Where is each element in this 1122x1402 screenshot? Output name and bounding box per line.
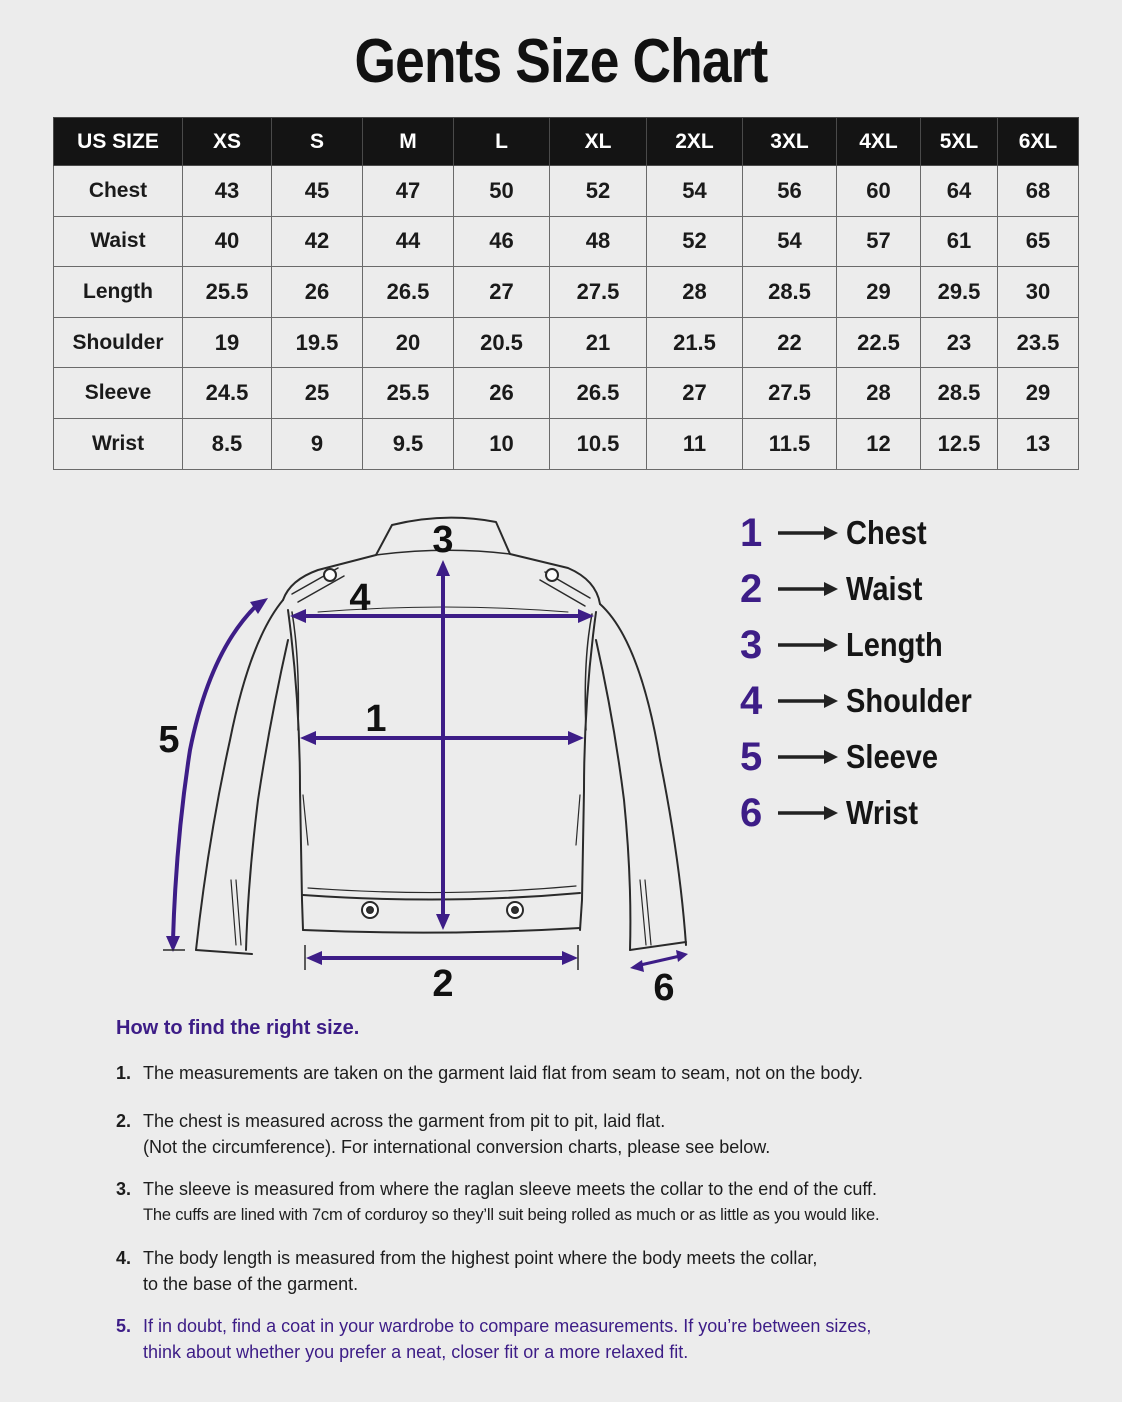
row-label: Waist — [54, 216, 183, 267]
instruction-number: 4. — [116, 1248, 132, 1268]
table-row — [54, 216, 1079, 267]
arrow-right-icon — [774, 635, 844, 655]
table-cell: 26.5 — [363, 267, 454, 318]
table-cell: 46 — [454, 216, 550, 267]
row-label: Sleeve — [54, 368, 183, 419]
header-size-5xl: 5XL — [921, 118, 998, 166]
jacket-diagram — [0, 490, 720, 1010]
table-cell: 21 — [550, 317, 647, 368]
legend-item — [740, 785, 1100, 841]
table-cell: 27.5 — [743, 368, 837, 419]
measurement-legend — [740, 505, 1100, 841]
table-cell: 29.5 — [921, 267, 998, 318]
table-cell: 13 — [998, 418, 1079, 469]
table-cell: 19 — [183, 317, 272, 368]
table-cell: 20 — [363, 317, 454, 368]
table-cell: 60 — [837, 166, 921, 217]
table-cell: 9.5 — [363, 418, 454, 469]
instruction-item — [116, 1060, 1036, 1086]
diagram-label-chest: 1 — [365, 698, 387, 740]
instruction-line: think about whether you prefer a neat, closer fit or a more relaxed fit. — [143, 1342, 689, 1362]
header-size-3xl: 3XL — [743, 118, 837, 166]
instruction-line: If in doubt, find a coat in your wardrobe to compare measurements. If you’re between sizes, — [143, 1316, 872, 1336]
table-cell: 47 — [363, 166, 454, 217]
page-title: Gents Size Chart — [354, 27, 768, 96]
table-cell: 12 — [837, 418, 921, 469]
table-cell: 23 — [921, 317, 998, 368]
table-cell: 28.5 — [921, 368, 998, 419]
table-cell: 43 — [183, 166, 272, 217]
instruction-item — [116, 1313, 1036, 1365]
table-cell: 26 — [272, 267, 363, 318]
instruction-item — [116, 1108, 1036, 1160]
row-label: Chest — [54, 166, 183, 217]
instruction-line: (Not the circumference). For international conversion charts, please see below. — [143, 1137, 771, 1157]
table-row — [54, 368, 1079, 419]
header-size-xs: XS — [183, 118, 272, 166]
table-cell: 25 — [272, 368, 363, 419]
table-cell: 40 — [183, 216, 272, 267]
instruction-number: 2. — [116, 1111, 132, 1131]
legend-label: Waist — [846, 570, 923, 607]
row-label: Shoulder — [54, 317, 183, 368]
table-cell: 29 — [998, 368, 1079, 419]
table-cell: 64 — [921, 166, 998, 217]
legend-item — [740, 673, 1100, 729]
arrow-right-icon — [774, 579, 844, 599]
legend-label: Chest — [846, 514, 927, 551]
table-cell: 28 — [647, 267, 743, 318]
instruction-item — [116, 1245, 1036, 1297]
table-cell: 8.5 — [183, 418, 272, 469]
legend-item — [740, 729, 1100, 785]
row-label: Wrist — [54, 418, 183, 469]
legend-number: 6 — [740, 790, 763, 835]
table-cell: 22.5 — [837, 317, 921, 368]
header-us-size: US SIZE — [54, 118, 183, 166]
table-row — [54, 418, 1079, 469]
instruction-number: 5. — [116, 1316, 132, 1336]
arrow-right-icon — [774, 747, 844, 767]
table-cell: 20.5 — [454, 317, 550, 368]
table-row — [54, 166, 1079, 217]
table-row — [54, 267, 1079, 318]
table-cell: 27 — [647, 368, 743, 419]
legend-label: Length — [846, 626, 943, 663]
table-cell: 54 — [743, 216, 837, 267]
table-header-row — [54, 118, 1079, 166]
header-size-2xl: 2XL — [647, 118, 743, 166]
instruction-item — [116, 1176, 1036, 1228]
arrow-right-icon — [774, 523, 844, 543]
table-cell: 24.5 — [183, 368, 272, 419]
legend-label: Sleeve — [846, 738, 939, 775]
table-cell: 45 — [272, 166, 363, 217]
table-cell: 50 — [454, 166, 550, 217]
table-cell: 65 — [998, 216, 1079, 267]
diagram-label-wrist: 6 — [653, 967, 675, 1009]
table-cell: 42 — [272, 216, 363, 267]
header-size-s: S — [272, 118, 363, 166]
legend-item — [740, 617, 1100, 673]
table-cell: 28 — [837, 368, 921, 419]
table-cell: 25.5 — [183, 267, 272, 318]
table-cell: 23.5 — [998, 317, 1079, 368]
instruction-line: The chest is measured across the garment from pit to pit, laid flat. — [143, 1111, 666, 1131]
row-label: Length — [54, 267, 183, 318]
instruction-number: 1. — [116, 1063, 132, 1083]
header-size-6xl: 6XL — [998, 118, 1079, 166]
legend-label: Wrist — [846, 794, 919, 831]
instruction-line: The cuffs are lined with 7cm of corduroy so they’ll suit being rolled as much or as little as you would like. — [143, 1206, 880, 1224]
table-cell: 22 — [743, 317, 837, 368]
legend-number: 4 — [740, 678, 763, 723]
table-cell: 12.5 — [921, 418, 998, 469]
legend-number: 5 — [740, 734, 763, 779]
table-cell: 29 — [837, 267, 921, 318]
legend-item — [740, 561, 1100, 617]
table-cell: 68 — [998, 166, 1079, 217]
header-size-l: L — [454, 118, 550, 166]
legend-label: Shoulder — [846, 682, 972, 719]
instruction-line: to the base of the garment. — [143, 1274, 359, 1294]
table-cell: 11.5 — [743, 418, 837, 469]
table-cell: 57 — [837, 216, 921, 267]
legend-item — [740, 505, 1100, 561]
legend-number: 2 — [740, 566, 763, 611]
arrow-right-icon — [774, 803, 844, 823]
table-cell: 26.5 — [550, 368, 647, 419]
size-table — [53, 117, 1079, 470]
instruction-line: The measurements are taken on the garment laid flat from seam to seam, not on the body. — [143, 1063, 864, 1083]
arrow-right-icon — [774, 691, 844, 711]
header-size-m: M — [363, 118, 454, 166]
instruction-line: The sleeve is measured from where the raglan sleeve meets the collar to the end of the cuff. — [143, 1179, 878, 1199]
table-cell: 21.5 — [647, 317, 743, 368]
table-cell: 54 — [647, 166, 743, 217]
legend-number: 1 — [740, 510, 763, 555]
diagram-label-length: 3 — [432, 519, 454, 561]
table-cell: 52 — [550, 166, 647, 217]
table-cell: 48 — [550, 216, 647, 267]
table-row — [54, 317, 1079, 368]
table-cell: 56 — [743, 166, 837, 217]
header-size-xl: XL — [550, 118, 647, 166]
table-cell: 27 — [454, 267, 550, 318]
header-size-4xl: 4XL — [837, 118, 921, 166]
diagram-label-sleeve: 5 — [158, 719, 180, 761]
howto-heading: How to find the right size. — [116, 1017, 360, 1039]
table-cell: 26 — [454, 368, 550, 419]
table-cell: 25.5 — [363, 368, 454, 419]
table-cell: 44 — [363, 216, 454, 267]
table-cell: 52 — [647, 216, 743, 267]
legend-number: 3 — [740, 622, 763, 667]
table-cell: 28.5 — [743, 267, 837, 318]
table-cell: 11 — [647, 418, 743, 469]
diagram-label-shoulder: 4 — [349, 577, 371, 619]
instruction-line: The body length is measured from the highest point where the body meets the collar, — [143, 1248, 818, 1268]
table-cell: 10 — [454, 418, 550, 469]
diagram-label-waist: 2 — [432, 963, 454, 1005]
table-cell: 61 — [921, 216, 998, 267]
instruction-number: 3. — [116, 1179, 132, 1199]
table-cell: 30 — [998, 267, 1079, 318]
table-cell: 27.5 — [550, 267, 647, 318]
sleeve-arrow — [173, 604, 258, 940]
measurement-arrows — [166, 560, 688, 972]
table-cell: 10.5 — [550, 418, 647, 469]
table-cell: 9 — [272, 418, 363, 469]
table-cell: 19.5 — [272, 317, 363, 368]
